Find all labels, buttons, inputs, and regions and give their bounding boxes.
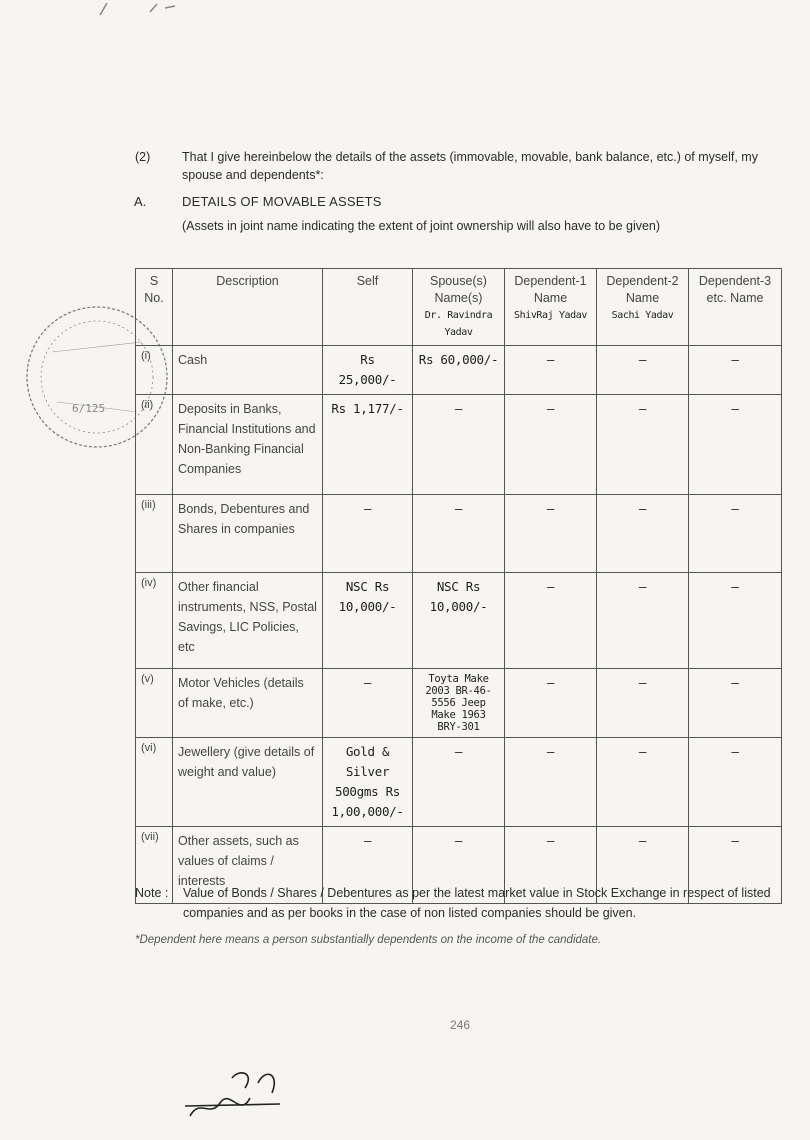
row-dependent-1-value: —: [505, 346, 597, 395]
row-dependent-3-value: —: [689, 573, 782, 669]
header-description: Description: [173, 269, 323, 346]
row-dependent-3-value: —: [689, 827, 782, 904]
row-description: Motor Vehicles (details of make, etc.): [173, 669, 323, 738]
row-dependent-2-value: —: [597, 738, 689, 827]
row-dependent-3-value: —: [689, 669, 782, 738]
valuation-note: [135, 883, 785, 923]
section-note: (Assets in joint name indicating the extent of joint ownership will also have to be given): [182, 219, 661, 233]
dependent-1-name: ShivRaj Yadav: [513, 310, 588, 321]
row-spouse-value: Rs 60,000/-: [413, 346, 505, 395]
header-self: Self: [323, 269, 413, 346]
row-spouse-value: —: [413, 738, 505, 827]
row-description: Other assets, such as values of claims / interests: [173, 827, 323, 904]
header-dependent-1-label: Dependent-1 Name: [514, 274, 587, 305]
row-sno: (v): [136, 669, 173, 738]
row-spouse-value: Toyta Make 2003 BR-46-5556 Jeep Make 1963 BRY-301: [413, 669, 505, 738]
table-row: [136, 395, 782, 495]
row-dependent-3-value: —: [689, 395, 782, 495]
row-description: Jewellery (give details of weight and value): [173, 738, 323, 827]
movable-assets-table: [135, 268, 782, 904]
row-self-value: Rs 25,000/-: [323, 346, 413, 395]
row-sno: (i): [136, 346, 173, 395]
spouse-name: Dr. Ravindra Yadav: [424, 310, 493, 338]
header-dependent-3: Dependent-3 etc. Name: [689, 269, 782, 346]
row-self-value: —: [323, 669, 413, 738]
row-dependent-2-value: —: [597, 346, 689, 395]
row-dependent-2-value: —: [597, 827, 689, 904]
row-dependent-1-value: —: [505, 738, 597, 827]
row-description: Cash: [173, 346, 323, 395]
header-spouse-label: Spouse(s) Name(s): [430, 274, 487, 305]
scan-mark: [95, 0, 195, 20]
header-dependent-1: [505, 269, 597, 346]
row-dependent-1-value: —: [505, 395, 597, 495]
table-row: [136, 738, 782, 827]
row-self-value: —: [323, 495, 413, 573]
row-description: Other financial instruments, NSS, Postal Savings, LIC Policies, etc: [173, 573, 323, 669]
row-description: Bonds, Debentures and Shares in companies: [173, 495, 323, 573]
table-row: [136, 346, 782, 395]
row-sno: (vii): [136, 827, 173, 904]
row-spouse-value: —: [413, 395, 505, 495]
row-dependent-1-value: —: [505, 573, 597, 669]
svg-text:6/125: 6/125: [72, 402, 106, 415]
row-sno: (ii): [136, 395, 173, 495]
paragraph-text: That I give hereinbelow the details of the assets (immovable, movable, bank balance, etc.) of myself, my spouse and dependents*:: [182, 150, 758, 182]
row-dependent-2-value: —: [597, 495, 689, 573]
table-row: [136, 495, 782, 573]
header-sno: S No.: [136, 269, 173, 346]
row-sno: (vi): [136, 738, 173, 827]
table-row: [136, 573, 782, 669]
row-dependent-2-value: —: [597, 573, 689, 669]
header-dependent-2: [597, 269, 689, 346]
row-spouse-value: NSC Rs 10,000/-: [413, 573, 505, 669]
paragraph-number: (2): [135, 150, 151, 164]
section-letter: A.: [134, 194, 147, 209]
page-number: 246: [450, 1018, 471, 1032]
row-spouse-value: —: [413, 495, 505, 573]
row-dependent-3-value: —: [689, 738, 782, 827]
note-label: Note :: [135, 886, 169, 900]
row-self-value: Gold & Silver 500gms Rs 1,00,000/-: [323, 738, 413, 827]
candidate-signature: [180, 1068, 290, 1128]
section-title: DETAILS OF MOVABLE ASSETS: [182, 194, 382, 209]
note-text: Value of Bonds / Shares / Debentures as per the latest market value in Stock Exchange in respect of listed companies and as per books in the case of non listed companies should be given.: [183, 886, 771, 920]
row-dependent-1-value: —: [505, 495, 597, 573]
table-row: [136, 669, 782, 738]
row-dependent-1-value: —: [505, 669, 597, 738]
row-dependent-3-value: —: [689, 495, 782, 573]
row-self-value: —: [323, 827, 413, 904]
table-header-row: [136, 269, 782, 346]
header-spouse: [413, 269, 505, 346]
header-dependent-2-label: Dependent-2 Name: [606, 274, 679, 305]
row-self-value: NSC Rs 10,000/-: [323, 573, 413, 669]
dependent-footnote: *Dependent here means a person substantially dependents on the income of the candidate.: [135, 934, 602, 946]
row-spouse-value: —: [413, 827, 505, 904]
row-dependent-1-value: —: [505, 827, 597, 904]
dependent-2-name: Sachi Yadav: [611, 310, 674, 321]
row-dependent-3-value: —: [689, 346, 782, 395]
row-dependent-2-value: —: [597, 395, 689, 495]
row-dependent-2-value: —: [597, 669, 689, 738]
row-sno: (iv): [136, 573, 173, 669]
row-self-value: Rs 1,177/-: [323, 395, 413, 495]
assets-declaration-paragraph: [135, 148, 785, 184]
row-description: Deposits in Banks, Financial Institutions and Non-Banking Financial Companies: [173, 395, 323, 495]
row-sno: (iii): [136, 495, 173, 573]
